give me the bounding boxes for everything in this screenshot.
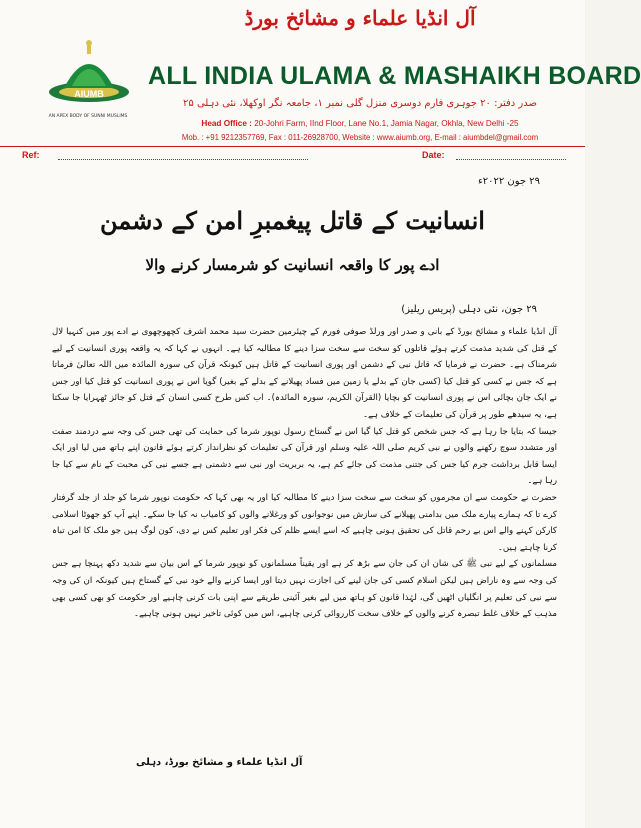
paragraph: آل انڈیا علماء و مشائخ بورڈ کے بانی و صدر اور ورلڈ صوفی فورم کے چیئرمین حضرت سید محمد اشرف کچھوچھوی نے ادے پور میں کنہیا لال کے قتل کی شدید مذمت کرتے ہوئے قاتلوں کو سخت سے سخت سزا دینے کا مطالبہ کیا ہے۔ انہوں نے کہا کہ یہ واقعہ پوری انسانیت کے لیے شرمناک ہے۔ حضرت نے فرمایا کہ قاتل نبی کے دشمن اور پوری انسانیت کے قاتل ہیں کیونکہ قرآن کی سورہ المائدہ میں اللہ تعالیٰ فرماتا ہے کہ جس نے کسی کو قتل کیا (کسی جان کے بدلے یا زمین میں فساد پھیلانے کے بدلے کے بغیر) گویا اس نے پوری انسانیت کو قتل کیا اور جس نے ایک جان بچائی اس نے پوری انسانیت کو بچایا (القرآن الکریم، سورہ المائدہ)۔ اب کس طرح کسی انسان کے قتل کو جائز ٹھہرایا جا سکتا ہے، یہ سیدھے طور پر قرآن کی تعلیمات کے خلاف ہے۔ <box>52 327 557 420</box>
ref-label: Ref: <box>22 150 40 160</box>
ref-line <box>58 159 308 160</box>
press-release-body <box>52 324 557 623</box>
logo-caption: AN APEX BODY OF SUNNI MUSLIMS <box>48 114 128 119</box>
paragraph: حضرت نے حکومت سے ان مجرموں کو سخت سے سخت سزا دینے کا مطالبہ کیا اور یہ بھی کہا کہ حکومت نوپور شرما کو جلد از جلد گرفتار کرے تا کہ ہمارے پیارے ملک میں بدامنی پھیلانے کی سازش میں نوجوانوں کو ورغلانے والوں کو کامیاب نہ کیا جا سکے۔ اپنے آپ کو جھوٹا اسلامی کارکن کہنے والے اس بے رحم قاتل کی تحقیق ہونی چاہیے کہ اسے ایسے ظلم کی فکر اور تعلیم کس نے دی، کون لوگ ہیں جو ملک کا امن تباہ کرنا چاہتے ہیں۔ <box>52 492 557 553</box>
signature: آل انڈیا علماء و مشائخ بورڈ، دہلی <box>136 757 303 768</box>
urdu-address: صدر دفتر: ۲۰ جوہری فارم دوسری منزل گلی نمبر ۱، جامعہ نگر اوکھلا، نئی دہلی ۲۵ <box>183 98 537 109</box>
english-organization-name: ALL INDIA ULAMA & MASHAIKH BOARD <box>148 62 641 90</box>
headline: انسانیت کے قاتل پیغمبرِ امن کے دشمن <box>100 206 485 235</box>
paragraph: مسلمانوں کے لیے نبی ﷺ کی شان ان کی جان سے بڑھ کر ہے اور یقیناً مسلمانوں کو نوپور شرما کے اس بیان سے شدید دکھ پہنچا ہے جس کی وجہ سے وہ ناراض ہیں لیکن اسلام کسی کی جان لینے کی اجازت نہیں دیتا اور ایسا کرنے والے خود نبی کے گستاخ ہیں کیونکہ ان کی وجہ سے نبی کی تعلیم پر انگلیاں اٹھیں گی، لہٰذا قانون کو ہاتھ میں لیے بغیر آئینی طریقے سے اپنی بات کرنی چاہیے اور حکومت کو بھی کسی بھی مذہب کے خلاف غلط تبصرہ کرنے والوں کے خلاف سخت کارروائی کرنی چاہیے، اس میں کوئی تاخیر نہیں ہونی چاہیے۔ <box>52 559 557 620</box>
logo-text: AIUMB <box>74 89 104 99</box>
head-office-line <box>150 119 570 128</box>
header-divider <box>0 146 585 147</box>
contact-line: Mob. : +91 9212357769, Fax : 011-26928700, Website : www.aiumb.org, E-mail : aiumbdel@gmail.com <box>181 133 539 142</box>
letter-date: ۲۹ جون ۲۰۲۲ء <box>478 176 540 187</box>
press-release-dateline: ۲۹ جون، نئی دہلی (پریس ریلیز) <box>401 304 537 315</box>
urdu-organization-name: آل انڈیا علماء و مشائخ بورڈ <box>244 6 476 30</box>
date-label: Date: <box>422 150 445 160</box>
subheadline: ادے پور کا واقعہ انسانیت کو شرمسار کرنے والا <box>145 256 440 274</box>
date-line <box>456 159 566 160</box>
paragraph: جیسا کہ بتایا جا رہا ہے کہ جس شخص کو قتل کیا گیا اس نے گستاخ رسول نوپور شرما کی حمایت کی تھی جس کی وجہ سے دردمند صفت اور متشدد سوچ رکھنے والوں نے نبی کریم صلی اللہ علیہ وسلم اور قرآن کی تعلیمات کو نظرانداز کرتے ہوئے قانون اپنے ہاتھ میں لیا اور ایک ایسا قابل برداشت جرم کیا جس کی جتنی مذمت کی جائے کم ہے، یہ بربریت اور نبی سے دشمنی ہے جسے نبی کی محبت کے نام سے کیا جا رہا ہے۔ <box>52 426 557 487</box>
aiumb-logo <box>44 40 134 106</box>
head-office-address: 20-Johri Farm, IInd Floor, Lane No.1, Jamia Nagar, Okhla, New Delhi -25 <box>254 119 519 128</box>
head-office-label: Head Office : <box>201 119 252 128</box>
